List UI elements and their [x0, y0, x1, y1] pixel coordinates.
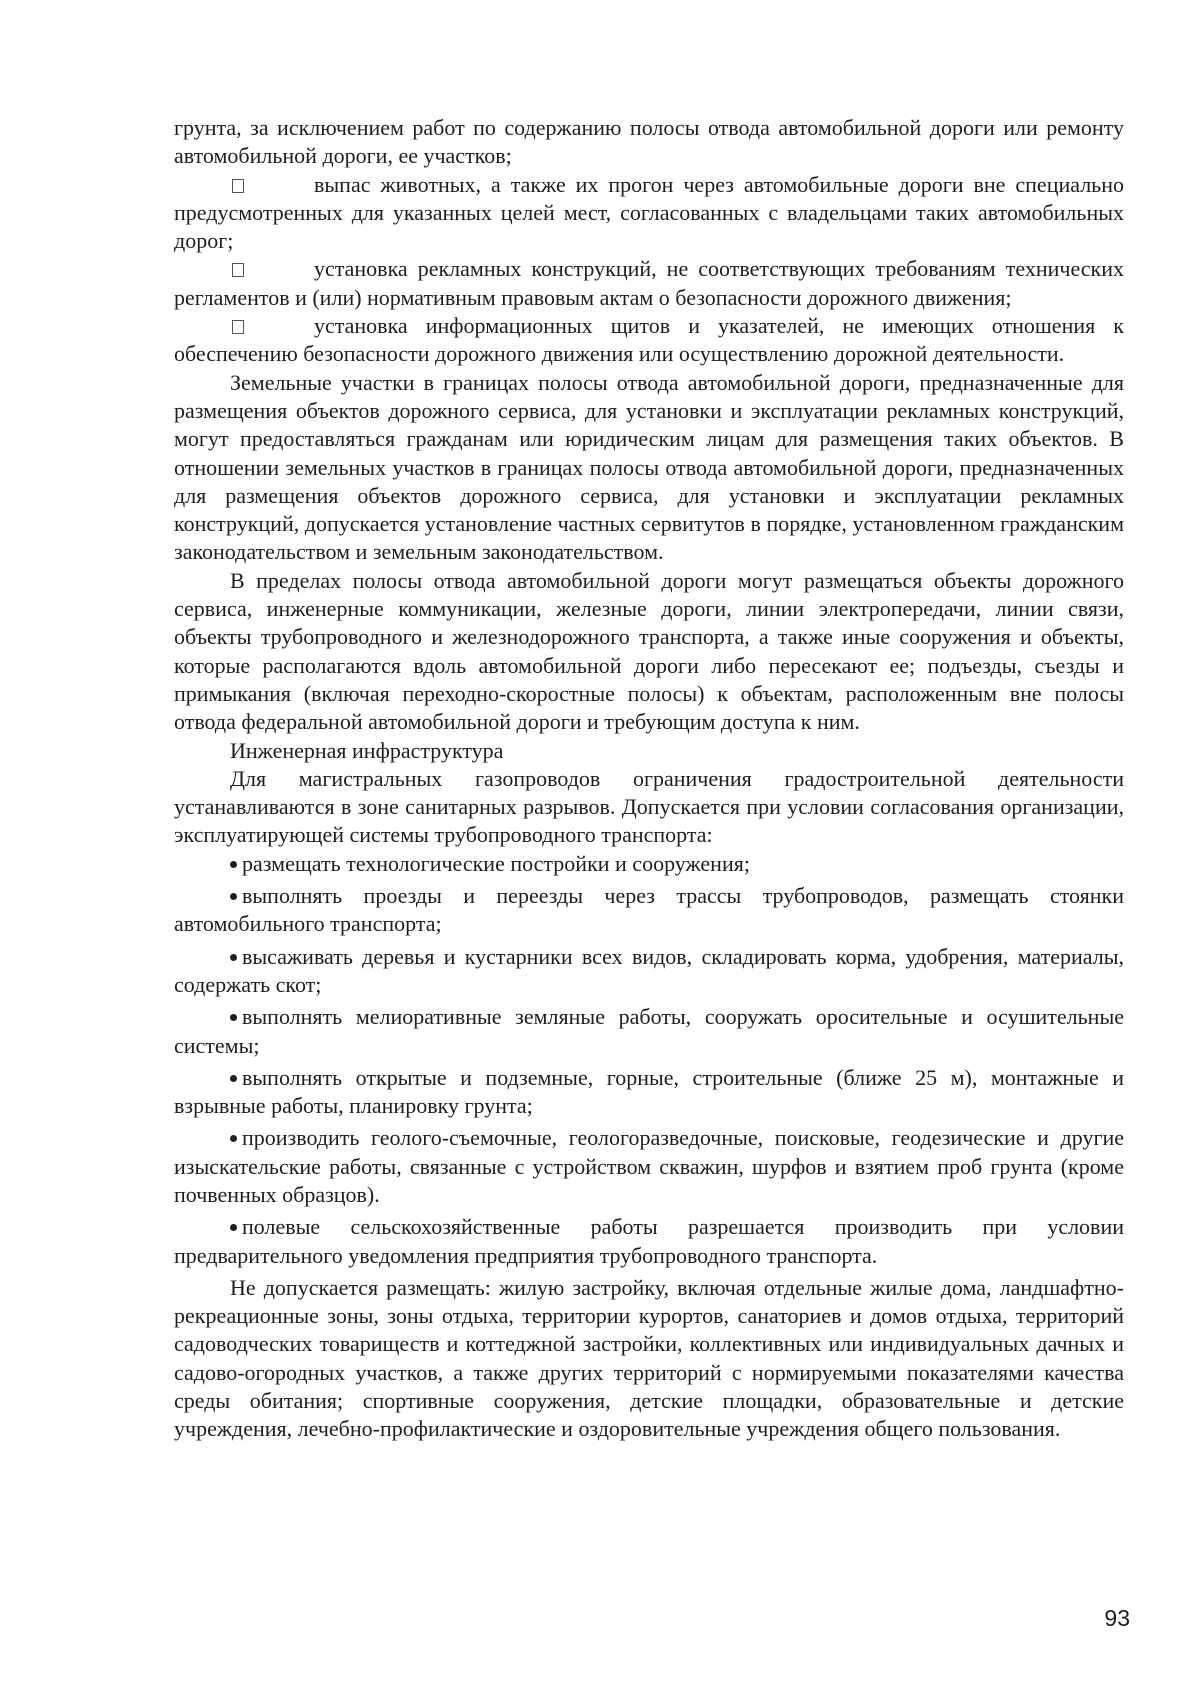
bullet-dot-icon [230, 1014, 237, 1021]
list-item-text: размещать технологические постройки и сооружения; [242, 850, 750, 876]
bullet-dot-icon [230, 1224, 237, 1231]
list-item-bullet [174, 1124, 1124, 1209]
list-item-bullet [174, 943, 1124, 1000]
bullet-dot-icon [230, 893, 237, 900]
document-page [174, 114, 1124, 1444]
list-item-text: установка информационных щитов и указателей, не имеющих отношения к обеспечению безопасности дорожного движения или осуществлению дорожной деятельности. [174, 313, 1124, 367]
paragraph-gas-pipelines: Для магистральных газопроводов ограничения градостроительной деятельности устанавливаются в зоне санитарных разрывов. Допускается при условии согласования организации, эксплуатирующей системы трубопроводного транспорта: [174, 765, 1124, 848]
list-item-text: производить геолого-съемочные, геологоразведочные, поисковые, геодезические и другие изыскательские работы, связанные с устройством скважин, шурфов и взятием проб грунта (кроме почвенных образцов). [174, 1125, 1124, 1207]
list-item-square [174, 171, 1124, 256]
bullet-dot-icon [230, 1075, 237, 1082]
bullet-dot-icon [230, 954, 237, 961]
bullet-dot-icon [230, 1135, 237, 1142]
list-item-bullet [174, 850, 1124, 878]
bullet-dot-icon [230, 861, 237, 868]
list-item-text: выполнять проезды и переезды через трассы трубопроводов, размещать стоянки автомобильного транспорта; [174, 883, 1124, 937]
page-number: 93 [1104, 1605, 1130, 1631]
list-item-bullet [174, 882, 1124, 939]
list-item-square [174, 312, 1124, 369]
square-bullet-icon [232, 320, 244, 334]
list-item-square [174, 255, 1124, 312]
list-item-text: установка рекламных конструкций, не соответствующих требованиям технических регламентов и (или) нормативным правовым актам о безопасности дорожного движения; [174, 256, 1124, 310]
list-item-text: выполнять мелиоративные земляные работы, сооружать оросительные и осушительные системы; [174, 1004, 1124, 1058]
list-item-text: высаживать деревья и кустарники всех видов, складировать корма, удобрения, материалы, содержать скот; [174, 943, 1124, 997]
paragraph-land-plots: Земельные участки в границах полосы отвода автомобильной дороги, предназначенные для размещения объектов дорожного сервиса, для установки и эксплуатации рекламных конструкций, могут предоставляться гражданам или юридическим лицам для размещения таких объектов. В отношении земельных участков в границах полосы отвода автомобильной дороги, предназначенных для размещения объектов дорожного сервиса, для установки и эксплуатации рекламных конструкций, допускается установление частных сервитутов в порядке, установленном гражданским законодательством и земельным законодательством. [174, 369, 1124, 565]
paragraph-prohibited: Не допускается размещать: жилую застройку, включая отдельные жилые дома, ландшафтно-рекреационные зоны, зоны отдыха, территории курортов, санаториев и домов отдыха, территорий садоводческих товариществ и коттеджной застройки, коллективных или индивидуальных дачных и садово-огородных участков, а также других территорий с нормируемыми показателями качества среды обитания; спортивные сооружения, детские площадки, образовательные и детские учреждения, лечебно-профилактические и оздоровительные учреждения общего пользования. [174, 1274, 1124, 1442]
list-item-text: выполнять открытые и подземные, горные, строительные (ближе 25 м), монтажные и взрывные работы, планировку грунта; [174, 1064, 1124, 1119]
square-bullet-icon [232, 263, 244, 277]
list-item-bullet [174, 1064, 1124, 1121]
list-item-bullet [174, 1213, 1124, 1270]
list-item-text: выпас животных, а также их прогон через автомобильные дороги вне специально предусмотренных для указанных целей мест, согласованных с владельцами таких автомобильных дорог; [174, 171, 1124, 254]
paragraph-right-of-way: В пределах полосы отвода автомобильной дороги могут размещаться объекты дорожного сервиса, инженерные коммуникации, железные дороги, линии электропередачи, линии связи, объекты трубопроводного и железнодорожного транспорта, а также иные сооружения и объекты, которые располагаются вдоль автомобильной дороги либо пересекают ее; подъезды, съезды и примыкания (включая переходно-скоростные полосы) к объектам, расположенным вне полосы отвода федеральной автомобильной дороги и требующим доступа к ним. [174, 567, 1124, 735]
section-heading: Инженерная инфраструктура [230, 737, 504, 763]
list-item-text: полевые сельскохозяйственные работы разрешается производить при условии предварительного уведомления предприятия трубопроводного транспорта. [174, 1214, 1124, 1268]
paragraph-continuation: грунта, за исключением работ по содержанию полосы отвода автомобильной дороги или ремонту автомобильной дороги, ее участков; [174, 115, 1124, 169]
list-item-bullet [174, 1003, 1124, 1060]
square-bullet-icon [232, 179, 244, 193]
